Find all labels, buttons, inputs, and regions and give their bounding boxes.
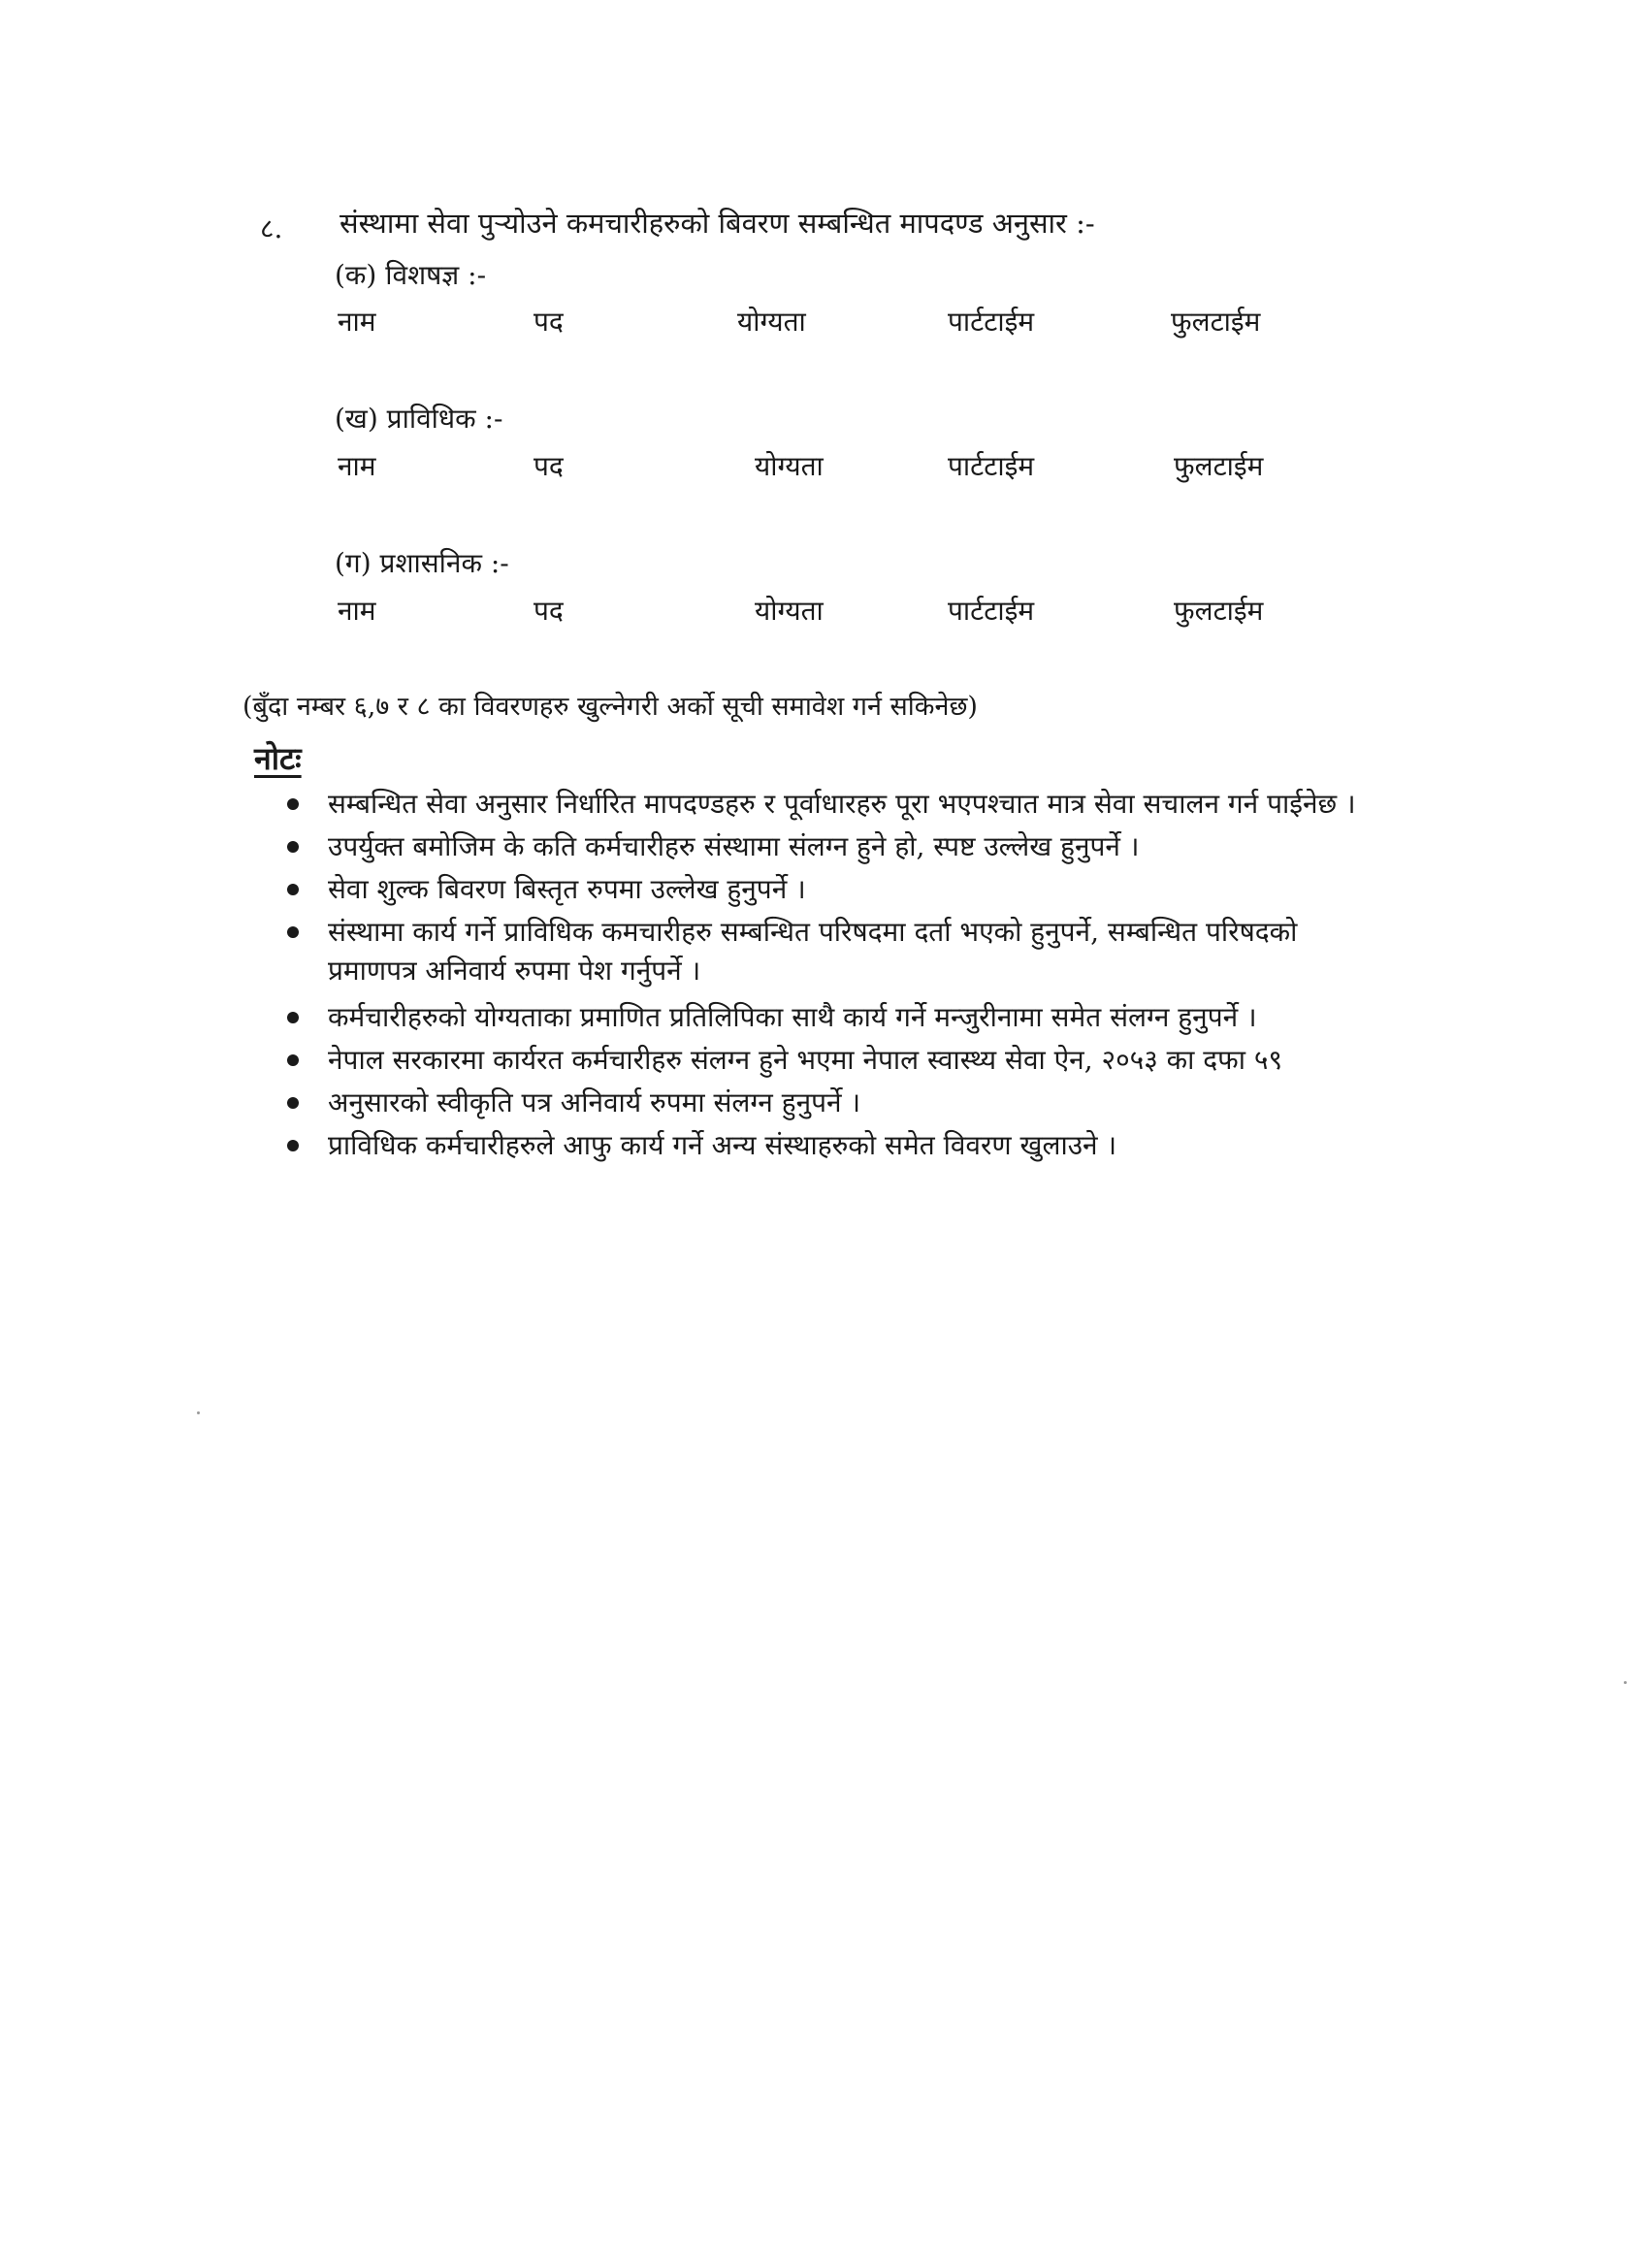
subsection-heading-specialist: (क) विशषज्ञ :- [335,259,487,291]
note-item-line: सेवा शुल्क बिवरण बिस्तृत रुपमा उल्लेख हुनुपर्ने । [328,873,806,905]
note-item-line: संस्थामा कार्य गर्ने प्राविधिक कमचारीहरु सम्बन्धित परिषदमा दर्ता भएको हुनुपर्ने, सम्बन्धित परिषदको [328,916,1298,948]
note-item-line: सम्बन्धित सेवा अनुसार निर्धारित मापदण्डहरु र पूर्वाधारहरु पूरा भएपश्चात मात्र सेवा सचालन गर्न पाईनेछ । [328,788,1356,820]
subsection-heading-technical: (ख) प्राविधिक :- [335,403,503,435]
bullet-dot [287,798,299,810]
note-item [328,913,1297,990]
section-number: ८. [260,212,283,244]
note-item-line: अनुसारको स्वीकृति पत्र अनिवार्य रुपमा संलग्न हुनुपर्ने । [328,1086,861,1118]
footnote: (बुँदा नम्बर ६,७ र ८ का विवरणहरु खुल्नेगरी अर्को सूची समावेश गर्न सकिनेछ) [242,692,978,722]
column-post: पद [534,450,564,482]
column-qualification: योग्यता [737,306,806,338]
subsection-heading-administrative: (ग) प्रशासनिक :- [335,547,509,579]
section-title: संस्थामा सेवा पुऱ्योउने कमचारीहरुको बिवरण सम्बन्धित मापदण्ड अनुसार :- [340,207,1095,240]
scan-speck [197,1411,200,1414]
note-item [328,1084,860,1122]
column-part-time: पार्टटाईम [948,595,1035,627]
note-heading: नोटः [254,740,302,777]
bullet-dot [287,926,299,938]
note-item-line: कर्मचारीहरुको योग्यताका प्रमाणित प्रतिलिपिका साथै कार्य गर्ने मन्जुरीनामा समेत संलग्न हुनुपर्ने । [328,1001,1257,1033]
column-full-time: फुलटाईम [1171,306,1261,338]
note-item [328,785,1356,824]
note-item [328,870,806,909]
column-name: नाम [338,306,376,338]
column-post: पद [534,306,564,338]
column-qualification: योग्यता [755,595,824,627]
note-item-line: प्राविधिक कर्मचारीहरुले आफु कार्य गर्ने अन्य संस्थाहरुको समेत विवरण खुलाउने । [328,1129,1117,1161]
column-full-time: फुलटाईम [1174,595,1264,627]
note-item [328,998,1257,1037]
bullet-dot [287,1012,299,1023]
bullet-dot [287,1140,299,1151]
column-qualification: योग्यता [755,450,824,482]
bullet-dot [287,884,299,895]
bullet-dot [287,841,299,853]
note-item-line: नेपाल सरकारमा कार्यरत कर्मचारीहरु संलग्न हुने भएमा नेपाल स्वास्थ्य सेवा ऐन, २०५३ का दफा ५९ [328,1044,1283,1076]
bullet-dot [287,1054,299,1066]
column-part-time: पार्टटाईम [948,306,1035,338]
note-item-line: उपर्युक्त बमोजिम के कति कर्मचारीहरु संस्थामा संलग्न हुने हो, स्पष्ट उल्लेख हुनुपर्ने । [328,830,1140,862]
scan-speck [1624,1681,1627,1684]
bullet-dot [287,1097,299,1109]
note-item [328,1041,1282,1080]
note-item-line: प्रमाणपत्र अनिवार्य रुपमा पेश गर्नुपर्ने । [328,955,701,987]
column-name: नाम [338,450,376,482]
note-item [328,1126,1116,1165]
column-name: नाम [338,595,376,627]
column-post: पद [534,595,564,627]
column-part-time: पार्टटाईम [948,450,1035,482]
column-full-time: फुलटाईम [1174,450,1264,482]
note-item [328,827,1139,866]
